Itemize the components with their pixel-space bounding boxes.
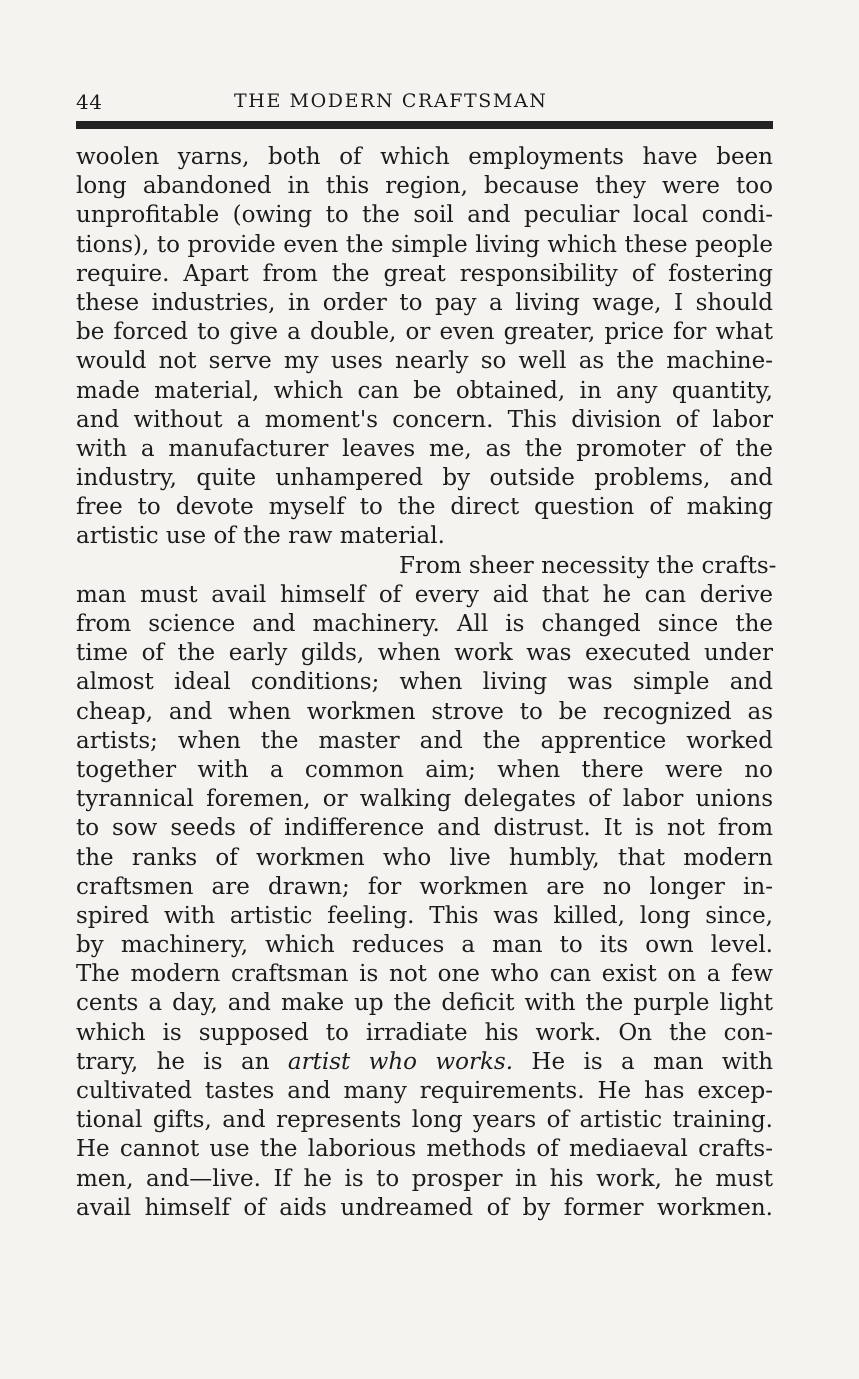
text-line: man must avail himself of every aid that he can derive xyxy=(76,581,773,608)
text-line: woolen yarns, both of which employments have been xyxy=(76,144,773,170)
running-head xyxy=(76,86,773,120)
line-text-after-italic: He is a man with xyxy=(531,1048,774,1075)
text-line: require. Apart from the great responsibility of fostering xyxy=(76,260,773,287)
text-line: craftsmen are drawn; for workmen are no longer in- xyxy=(76,873,773,900)
text-line: these industries, in order to pay a living wage, I should xyxy=(76,289,773,316)
text-line: with a manufacturer leaves me, as the promoter of the xyxy=(76,435,773,462)
text-line: artists; when the master and the apprentice worked xyxy=(76,727,773,754)
text-line: men, and—live. If he is to prosper in his work, he must xyxy=(76,1165,773,1192)
text-line: together with a common aim; when there were no xyxy=(76,756,773,783)
text-line: industry, quite unhampered by outside problems, and xyxy=(76,465,773,492)
text-line: tions), to provide even the simple living which these people xyxy=(76,231,773,258)
text-line: and without a moment's concern. This division of labor xyxy=(76,406,773,433)
text-line: tional gifts, and represents long years of artistic training. xyxy=(76,1107,773,1134)
italic-phrase: artist who works. xyxy=(287,1048,514,1075)
text-line: free to devote myself to the direct question of making xyxy=(76,494,773,521)
text-line: the ranks of workmen who live humbly, that modern xyxy=(76,844,773,871)
text-line: would not serve my uses nearly so well as the machine- xyxy=(76,348,773,375)
text-line: which is supposed to irradiate his work. On the con- xyxy=(76,1019,773,1046)
text-line: to sow seeds of indifference and distrust. It is not from xyxy=(76,815,773,842)
text-line-with-italic xyxy=(76,1048,773,1077)
text-line: by machinery, which reduces a man to its own level. xyxy=(76,932,773,959)
text-line: be forced to give a double, or even greater, price for what xyxy=(76,319,773,346)
body-text xyxy=(76,143,777,1223)
text-line: made material, which can be obtained, in any quantity, xyxy=(76,377,773,404)
text-line: from science and machinery. All is changed since the xyxy=(76,611,773,637)
text-line: cheap, and when workmen strove to be recognized as xyxy=(76,698,773,725)
running-title: THE MODERN CRAFTSMAN xyxy=(234,90,548,112)
text-line: artistic use of the raw material. xyxy=(76,523,445,550)
text-line: spired with artistic feeling. This was killed, long since, xyxy=(76,902,773,929)
text-line: tyrannical foremen, or walking delegates of labor unions xyxy=(76,786,773,813)
text-line: cultivated tastes and many requirements. He has excep- xyxy=(76,1078,773,1104)
text-line: He cannot use the laborious methods of mediaeval crafts- xyxy=(76,1136,773,1163)
text-line: cents a day, and make up the deficit with the purple light xyxy=(76,990,773,1017)
line-text-before-italic: trary, he is an xyxy=(76,1048,270,1075)
text-line: unprofitable (owing to the soil and peculiar local condi- xyxy=(76,202,773,229)
page-number: 44 xyxy=(76,90,103,114)
text-line: time of the early gilds, when work was executed under xyxy=(76,640,773,667)
text-line: long abandoned in this region, because they were too xyxy=(76,173,773,200)
text-line: avail himself of aids undreamed of by former workmen. xyxy=(76,1194,773,1221)
header-rule xyxy=(76,121,773,129)
paragraph-start-line: From sheer necessity the crafts- xyxy=(399,552,777,579)
text-line: almost ideal conditions; when living was simple and xyxy=(76,669,773,696)
text-line: The modern craftsman is not one who can exist on a few xyxy=(76,961,773,988)
